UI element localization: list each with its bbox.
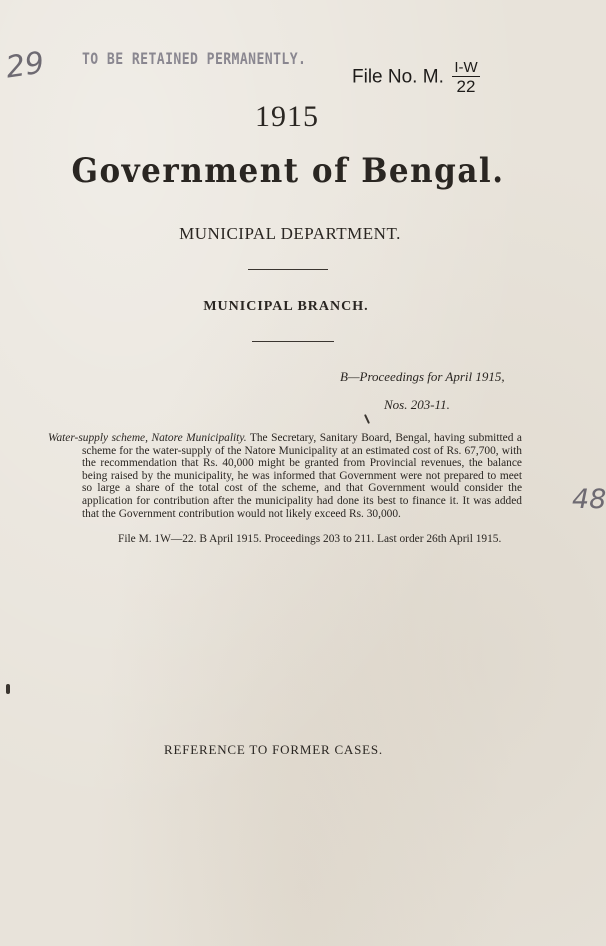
government-title: Government of Bengal. bbox=[71, 151, 505, 191]
file-number bbox=[352, 60, 480, 95]
handwritten-page-number: 29 bbox=[3, 45, 47, 86]
reference-heading: REFERENCE TO FORMER CASES. bbox=[164, 742, 383, 757]
proceedings-numbers: Nos. 203-11. bbox=[384, 397, 450, 412]
file-number-fraction bbox=[452, 60, 479, 95]
file-number-prefix: File No. M. bbox=[352, 66, 444, 88]
branch-title: MUNICIPAL BRANCH. bbox=[203, 299, 369, 314]
summary-text: The Secretary, Sanitary Board, Bengal, having submitted a scheme for the water-supply of the Natore Municipality at an estimated cost of Rs. 67,700, with the recommendation that Rs. 40,000 might be granted from Provincial revenues, the balance being raised by the municipality, he was informed that Government were not prepared to meet so large a share of the total cost of the scheme, and that Government would consider the application for contribution after the municipality had done its best to finance it. It was added that the Government contribution would not likely exceed Rs. 30,000. bbox=[82, 432, 522, 520]
summary-heading: Water-supply scheme, Natore Municipality. bbox=[48, 432, 247, 444]
ink-spot bbox=[6, 684, 10, 694]
summary-paragraph bbox=[48, 432, 522, 520]
file-reference: File M. 1W—22. B April 1915. Proceedings 203 to 211. Last order 26th April 1915. bbox=[118, 533, 502, 545]
handwritten-margin-number: 48 bbox=[572, 484, 606, 515]
divider bbox=[248, 269, 328, 270]
document-year: 1915 bbox=[255, 100, 319, 133]
ink-tick-mark bbox=[364, 414, 370, 424]
file-number-denominator: 22 bbox=[456, 77, 476, 96]
department-title: MUNICIPAL DEPARTMENT. bbox=[179, 224, 401, 243]
divider bbox=[252, 341, 334, 342]
file-number-numerator: I-W bbox=[454, 59, 478, 76]
retention-stamp: TO BE RETAINED PERMANENTLY. bbox=[82, 49, 307, 68]
proceedings-line: B—Proceedings for April 1915, bbox=[340, 369, 505, 384]
